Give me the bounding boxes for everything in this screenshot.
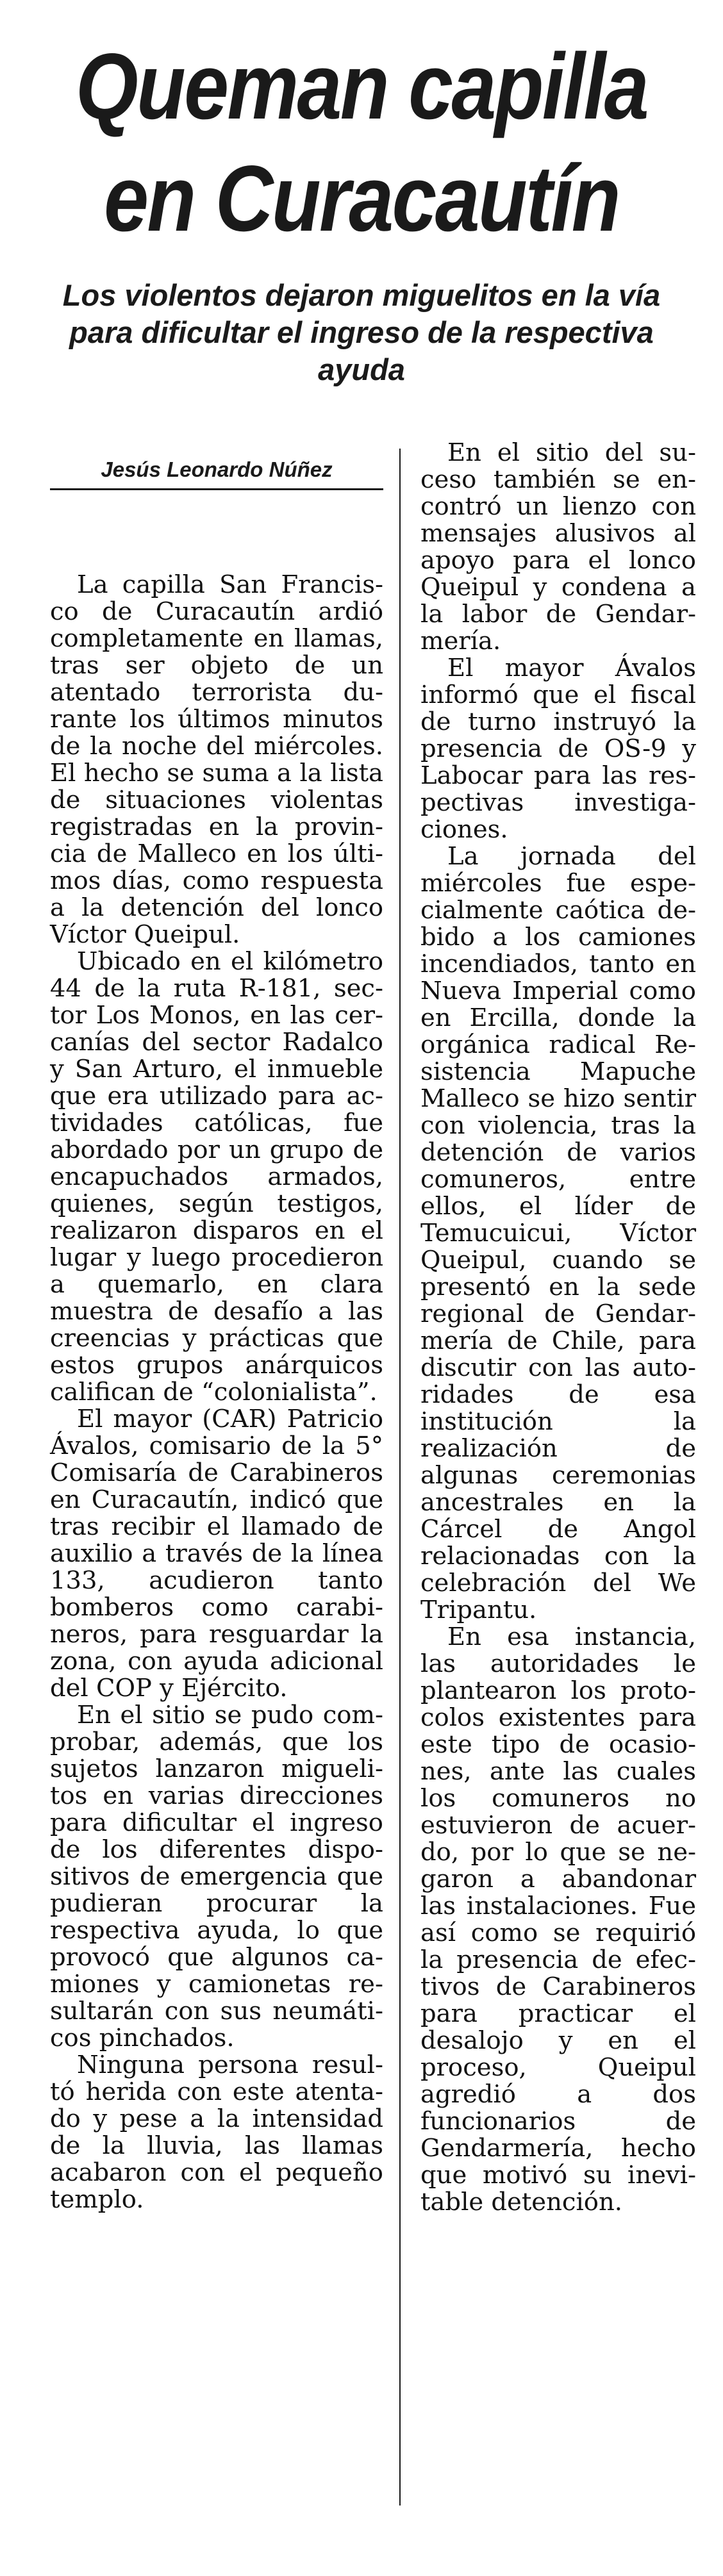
paragraph: La jornada del miércoles fue especialmente caótica debido a los camiones incendiados, tanto en Nueva Imperial como en Ercilla, donde la orgánica radical Resistencia Mapuche Malleco se hizo sentir con violencia, tras la detención de varios comuneros, entre ellos, el líder de Temucuicui, Víctor Queipul, cuando se presentó en la sede regional de Gendarmería de Chile, para discutir con las autoridades de esa institución la realización de algunas ceremonias ancestrales en la Cárcel de Angol relacionadas con la celebración del We Tripantu. [420, 842, 696, 1624]
paragraph: La capilla San Francisco de Curacautín ardió completamente en llamas, tras ser objeto de un atentado terrorista durante los últimos minutos de la noche del miércoles. El hecho se suma a la lista de situaciones violentas registradas en la provincia de Malleco en los últimos días, como respuesta a la detención del lonco Víctor Queipul. [50, 570, 383, 949]
subtitle-line-1: Los violentos dejaron miguelitos en la vía [62, 278, 661, 312]
right-column [420, 440, 696, 2216]
headline-line-1: Queman capilla [76, 34, 647, 138]
subtitle-line-2: para dificultar el ingreso de la respectiva [69, 315, 654, 349]
byline-rule [50, 488, 383, 490]
byline: Jesús Leonardo Núñez [101, 458, 333, 481]
paragraph: En el sitio del suceso también se encontró un lienzo con mensajes alusivos al apoyo para el lonco Queipul y condena a la labor de Gendarmería. [420, 438, 696, 656]
left-column [50, 572, 383, 2213]
paragraph: Ubicado en el kilómetro 44 de la ruta R-181, sector Los Monos, en las cercanías del sector Radalco y San Arturo, el inmueble que era utilizado para actividades católicas, fue abordado por un grupo de encapuchados armados, quienes, según testigos, realizaron disparos en el lugar y luego procedieron a quemarlo, en clara muestra de desafío a las creencias y prácticas que estos grupos anárquicos califican de “colonialista”. [50, 947, 383, 1407]
paragraph: En esa instancia, las autoridades le plantearon los protocolos existentes para este tipo de ocasiones, ante las cuales los comuneros no estuvieron de acuerdo, por lo que se negaron a abandonar las instalaciones. Fue así como se requirió la presencia de efectivos de Carabineros para practicar el desalojo y en el proceso, Queipul agredió a dos funcionarios de Gendarmería, hecho que motivó su inevitable detención. [420, 1622, 696, 2217]
subtitle-line-3: ayuda [318, 352, 405, 386]
headline-line-2: en Curacautín [104, 146, 619, 251]
paragraph: Ninguna persona resultó herida con este atentado y pese a la intensidad de la lluvia, las llamas acabaron con el pequeño templo. [50, 2051, 383, 2214]
paragraph: En el sitio se pudo comprobar, además, que los sujetos lanzaron miguelitos en varias direcciones para dificultar el ingreso de los diferentes dispositivos de emergencia que pudieran procurar la respectiva ayuda, lo que provocó que algunos camiones y camionetas resultarán con sus neumáticos pinchados. [50, 1701, 383, 2052]
column-divider [399, 449, 401, 2506]
paragraph: El mayor Ávalos informó que el fiscal de turno instruyó la presencia de OS-9 y Labocar para las respectivas investigaciones. [420, 654, 696, 844]
paragraph: El mayor (CAR) Patricio Ávalos, comisario de la 5° Comisaría de Carabineros en Curacautín, indicó que tras recibir el llamado de auxilio a través de la línea 133, acudieron tanto bomberos como carabineros, para resguardar la zona, con ayuda adicional del COP y Ejército. [50, 1405, 383, 1703]
